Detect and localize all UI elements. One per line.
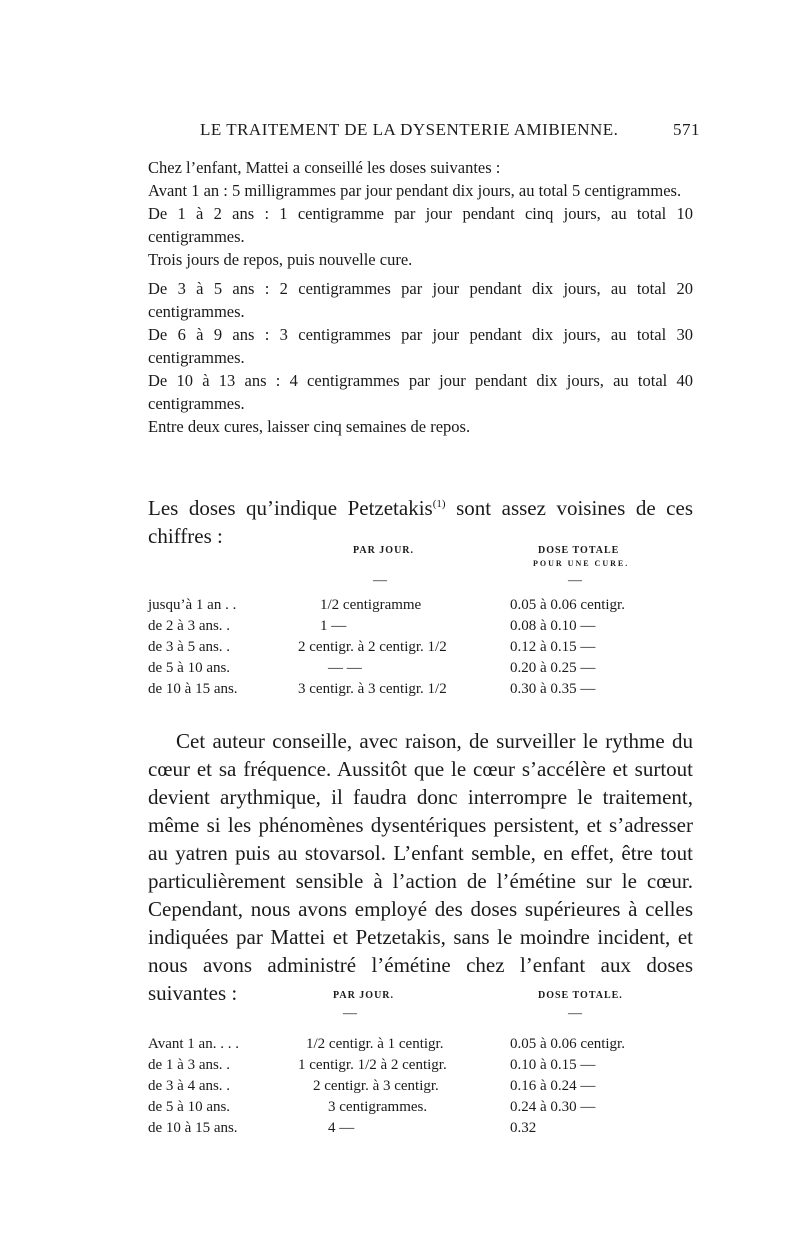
total-cell: 0.12 à 0.15 — (510, 639, 596, 655)
table-row (148, 1057, 693, 1079)
total-cell: 0.05 à 0.06 centigr. (510, 1036, 625, 1052)
dose-line-under-1: Avant 1 an : 5 milligrammes par jour pendant dix jours, au total 5 centigrammes. (148, 181, 682, 200)
age-cell: Avant 1 an. . . . (148, 1036, 239, 1052)
total-cell: 0.24 à 0.30 — (510, 1099, 596, 1115)
table1-col-day: PAR JOUR. (353, 545, 415, 556)
paragraph1-end: sont assez voisines de ces chiffres : (148, 496, 693, 548)
day-cell: 2 centigr. à 2 centigr. 1/2 (298, 639, 447, 655)
mattei-doses-section (148, 156, 693, 438)
author-text: Cet auteur conseille, avec raison, de surveiller le rythme du cœur et sa fréquence. Aussitôt que le cœur s’accélère et surtout devient arythmique, il faudra donc interrompre le traitement, même si les phénomènes dysentériques persistent, et s’adresser au yatren puis au stovarsol. L’enfant semble, en effet, être tout particulièrement sensible à l’action de l’émétine sur le cœur. Cependant, nous avons employé des doses supérieures à celles indiquées par Mattei et Petzetakis, sans le moindre incident, et nous avons administré l’émétine chez l’enfant aux doses suivantes : (148, 729, 693, 1005)
dose-line-6-9: De 6 à 9 ans : 3 centigrammes par jour pendant dix jours, au total 30 centigrammes. (148, 325, 693, 367)
age-cell: de 5 à 10 ans. (148, 660, 231, 676)
day-cell: 4 — (328, 1120, 355, 1136)
petzetakis-text (148, 490, 693, 550)
author-table (148, 990, 693, 1140)
total-cell: 0.05 à 0.06 centigr. (510, 597, 625, 613)
table-row (148, 1099, 693, 1121)
table1-col-total: DOSE TOTALE (538, 545, 620, 556)
footnote-ref: (1) (432, 498, 446, 510)
table-row (148, 618, 693, 640)
table1-dash-day: — (373, 573, 387, 588)
day-cell: 1/2 centigr. à 1 centigr. (306, 1036, 444, 1052)
day-cell: — — (328, 660, 362, 676)
total-cell: 0.08 à 0.10 — (510, 618, 596, 634)
age-cell: jusqu’à 1 an . . (148, 597, 237, 613)
table2-col-day: PAR JOUR. (333, 990, 395, 1001)
total-cell: 0.30 à 0.35 — (510, 681, 596, 697)
petzetakis-table (148, 545, 693, 700)
dose-line-3-5: De 3 à 5 ans : 2 centigrammes par jour pendant dix jours, au total 20 centigrammes. (148, 279, 693, 321)
day-cell: 3 centigr. à 3 centigr. 1/2 (298, 681, 447, 697)
table2-col-total: DOSE TOTALE. (538, 990, 623, 1001)
day-cell: 2 centigr. à 3 centigr. (313, 1078, 439, 1094)
age-cell: de 1 à 3 ans. . (148, 1057, 231, 1073)
age-cell: de 2 à 3 ans. . (148, 618, 231, 634)
total-cell: 0.16 à 0.24 — (510, 1078, 596, 1094)
age-cell: de 10 à 15 ans. (148, 1120, 238, 1136)
age-cell: de 10 à 15 ans. (148, 681, 238, 697)
table-row (148, 1078, 693, 1100)
day-cell: 3 centigrammes. (328, 1099, 428, 1115)
day-cell: 1/2 centigramme (320, 597, 422, 613)
total-cell: 0.20 à 0.25 — (510, 660, 596, 676)
total-cell: 0.10 à 0.15 — (510, 1057, 596, 1073)
running-title: LE TRAITEMENT DE LA DYSENTERIE AMIBIENNE. (200, 120, 619, 139)
author-paragraph (148, 727, 693, 1007)
table1-dash-total: — (568, 573, 582, 588)
table-row (148, 639, 693, 661)
table2-dash-total: — (568, 1006, 582, 1021)
table-row (148, 660, 693, 682)
table-row (148, 1120, 693, 1142)
day-cell: 1 centigr. 1/2 à 2 centigr. (298, 1057, 447, 1073)
dose-line-10-13: De 10 à 13 ans : 4 centigrammes par jour pendant dix jours, au total 40 centigrammes. (148, 371, 693, 413)
table2-dash-day: — (343, 1006, 357, 1021)
rest-line: Trois jours de repos, puis nouvelle cure. (148, 250, 413, 269)
table-row (148, 597, 693, 619)
table1-col-total-sub: POUR UNE CURE. (533, 559, 630, 568)
age-cell: de 3 à 4 ans. . (148, 1078, 231, 1094)
rest-line-2: Entre deux cures, laisser cinq semaines de repos. (148, 417, 471, 436)
petzetakis-paragraph (148, 490, 693, 550)
page-number: 571 (673, 120, 700, 139)
table-row (148, 1036, 693, 1058)
dose-line-1-2: De 1 à 2 ans : 1 centigramme par jour pendant cinq jours, au total 10 centigrammes. (148, 204, 693, 246)
paragraph1-start: Les doses qu’indique Petzetakis (148, 496, 433, 520)
day-cell: 1 — (320, 618, 347, 634)
age-cell: de 5 à 10 ans. (148, 1099, 231, 1115)
intro-line: Chez l’enfant, Mattei a conseillé les doses suivantes : (148, 158, 501, 177)
total-cell: 0.32 (510, 1120, 537, 1136)
age-cell: de 3 à 5 ans. . (148, 639, 231, 655)
table-row (148, 681, 693, 703)
